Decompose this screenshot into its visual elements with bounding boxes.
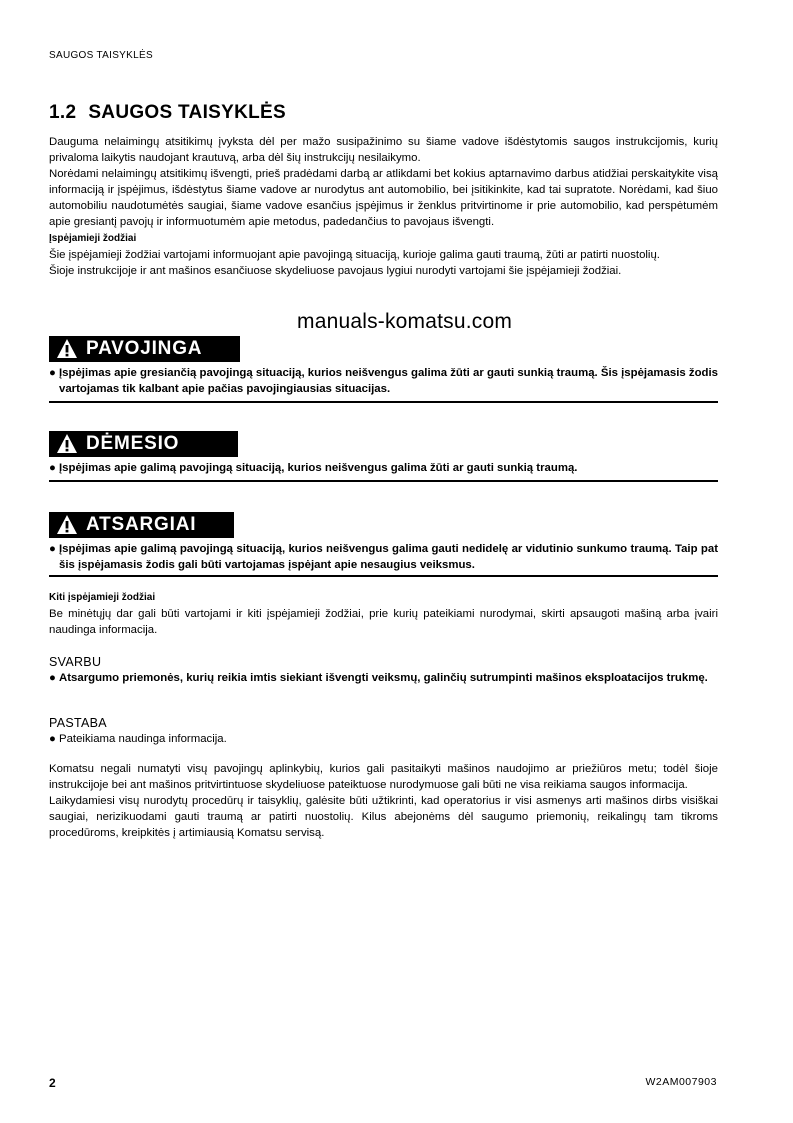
warning-signal-label	[49, 431, 238, 457]
bullet-icon: ●	[49, 462, 56, 474]
section-title-text: SAUGOS TAISYKLĖS	[88, 102, 286, 123]
divider	[49, 575, 718, 577]
document-code: W2AM007903	[645, 1076, 717, 1088]
bullet-icon: ●	[49, 733, 56, 745]
closing-paragraph-2: Laikydamiesi visų nurodytų procedūrų ir taisyklių, galėsite būti užtikrinti, kad operatorius ir visi asmenys arti mašinos dirbs visiškai saugiai, nerizikuodami gauti traumą ar patirti nuostolių. Kilus abejonėms dėl saugumo priemonių, reikalingų tam tikroms procedūroms, kreipkitės į artimiausią Komatsu servisą.	[49, 795, 718, 839]
danger-signal-description	[49, 365, 718, 397]
pastaba-label: PASTABA	[49, 716, 107, 730]
caution-signal-description	[49, 541, 718, 573]
svarbu-text: Atsargumo priemonės, kurių reikia imtis siekiant išvengti veiksmų, galinčių sutrumpinti mašinos eksploatacijos trukmę.	[59, 672, 708, 684]
closing-block	[49, 761, 718, 841]
closing-paragraph-1: Komatsu negali numatyti visų pavojingų aplinkybių, kurios gali pasitaikyti mašinos naudojimo ar priežiūros metu; todėl šioje instrukcijoje bei ant mašinos pritvirtintuose skydeliuose pateiktuose nurodymuose gali būti ne visa reikiama saugos informacija.	[49, 763, 718, 791]
warning-signal-description-text: Įspėjimas apie galimą pavojingą situaciją, kurios neišvengus galima žūti ar gauti sunkią traumą.	[59, 462, 578, 474]
other-words-paragraph: Be minėtųjų dar gali būti vartojami ir kiti įspėjamieji žodžiai, prie kurių pateikiami nurodymai, skirti apsaugoti mašiną arba įvairi naudinga informacija.	[49, 608, 718, 636]
other-words-heading: Kiti įspėjamieji žodžiai	[49, 592, 156, 603]
caution-signal-label	[49, 512, 234, 538]
svarbu-label: SVARBU	[49, 655, 102, 669]
danger-signal-label	[49, 336, 240, 362]
warning-triangle-icon	[56, 514, 78, 536]
warning-signal-text: DĖMESIO	[86, 433, 180, 454]
svarbu-item	[49, 670, 718, 686]
warning-triangle-icon	[56, 338, 78, 360]
caution-signal-text: ATSARGIAI	[86, 514, 197, 535]
bullet-icon: ●	[49, 543, 56, 555]
warning-words-heading: Įspėjamieji žodžiai	[49, 233, 137, 244]
divider	[49, 401, 718, 403]
warning-words-paragraph-1: Šie įspėjamieji žodžiai vartojami informuojant apie pavojingą situaciją, kurioje galima gauti traumą, žūti ar patirti nuostolių.	[49, 249, 660, 261]
pastaba-item	[49, 731, 718, 747]
bullet-icon: ●	[49, 367, 56, 379]
watermark: manuals-komatsu.com	[297, 310, 513, 333]
pastaba-block	[49, 715, 718, 747]
divider	[49, 480, 718, 482]
intro-block	[49, 134, 718, 279]
other-words-block	[49, 590, 718, 638]
bullet-icon: ●	[49, 672, 56, 684]
danger-signal-text: PAVOJINGA	[86, 338, 203, 359]
svarbu-block	[49, 654, 718, 686]
section-number: 1.2	[49, 102, 77, 123]
warning-words-paragraph-2: Šioje instrukcijoje ir ant mašinos esančiuose skydeliuose pavojaus lygiui nurodyti vartojami šie įspėjamieji žodžiai.	[49, 265, 622, 277]
warning-signal-description	[49, 460, 718, 476]
caution-signal-description-text: Įspėjimas apie galimą pavojingą situaciją, kurios neišvengus galima gauti nedidelę ar vidutinio sunkumo traumą. Taip pat šis įspėjamasis žodis gali būti vartojamas įspėjant apie nesaugius veiksmus.	[59, 543, 718, 571]
pastaba-text: Pateikiama naudinga informacija.	[59, 733, 227, 745]
intro-paragraph-2: Norėdami nelaimingų atsitikimų išvengti, prieš pradėdami darbą ar atlikdami bet kokius aptarnavimo darbus atidžiai perskaitykite visą informaciją ir įspėjimus, išdėstytus šiame vadove ar nurodytus ant automobilio, bei įsitikinkite, kad tai supratote. Norėdami, kad šiuo automobiliu naudotumėtės saugiai, šiame vadove esančius įspėjimus ir ženklus pritvirtinome ir prie automobilio, kad perspėtumėm apie gresiantį pavojų ir informuotumėm apie metodus, padedančius to pavojaus išvengti.	[49, 168, 718, 228]
danger-signal-description-text: Įspėjimas apie gresiančią pavojingą situaciją, kurios neišvengus galima žūti ar gauti sunkią traumą. Šis įspėjamasis žodis vartojamas tik kalbant apie pačias pavojingiausias situacijas.	[59, 367, 719, 395]
page-number: 2	[49, 1076, 56, 1090]
warning-triangle-icon	[56, 433, 78, 455]
intro-paragraph-1: Dauguma nelaimingų atsitikimų įvyksta dėl per mažo susipažinimo su šiame vadove išdėstytomis saugos instrukcijomis, kurių privaloma laikytis naudojant krautuvą, arba dėl šių instrukcijų nesilaikymo.	[49, 136, 718, 164]
section-title	[49, 102, 286, 124]
running-header: SAUGOS TAISYKLĖS	[49, 50, 153, 61]
